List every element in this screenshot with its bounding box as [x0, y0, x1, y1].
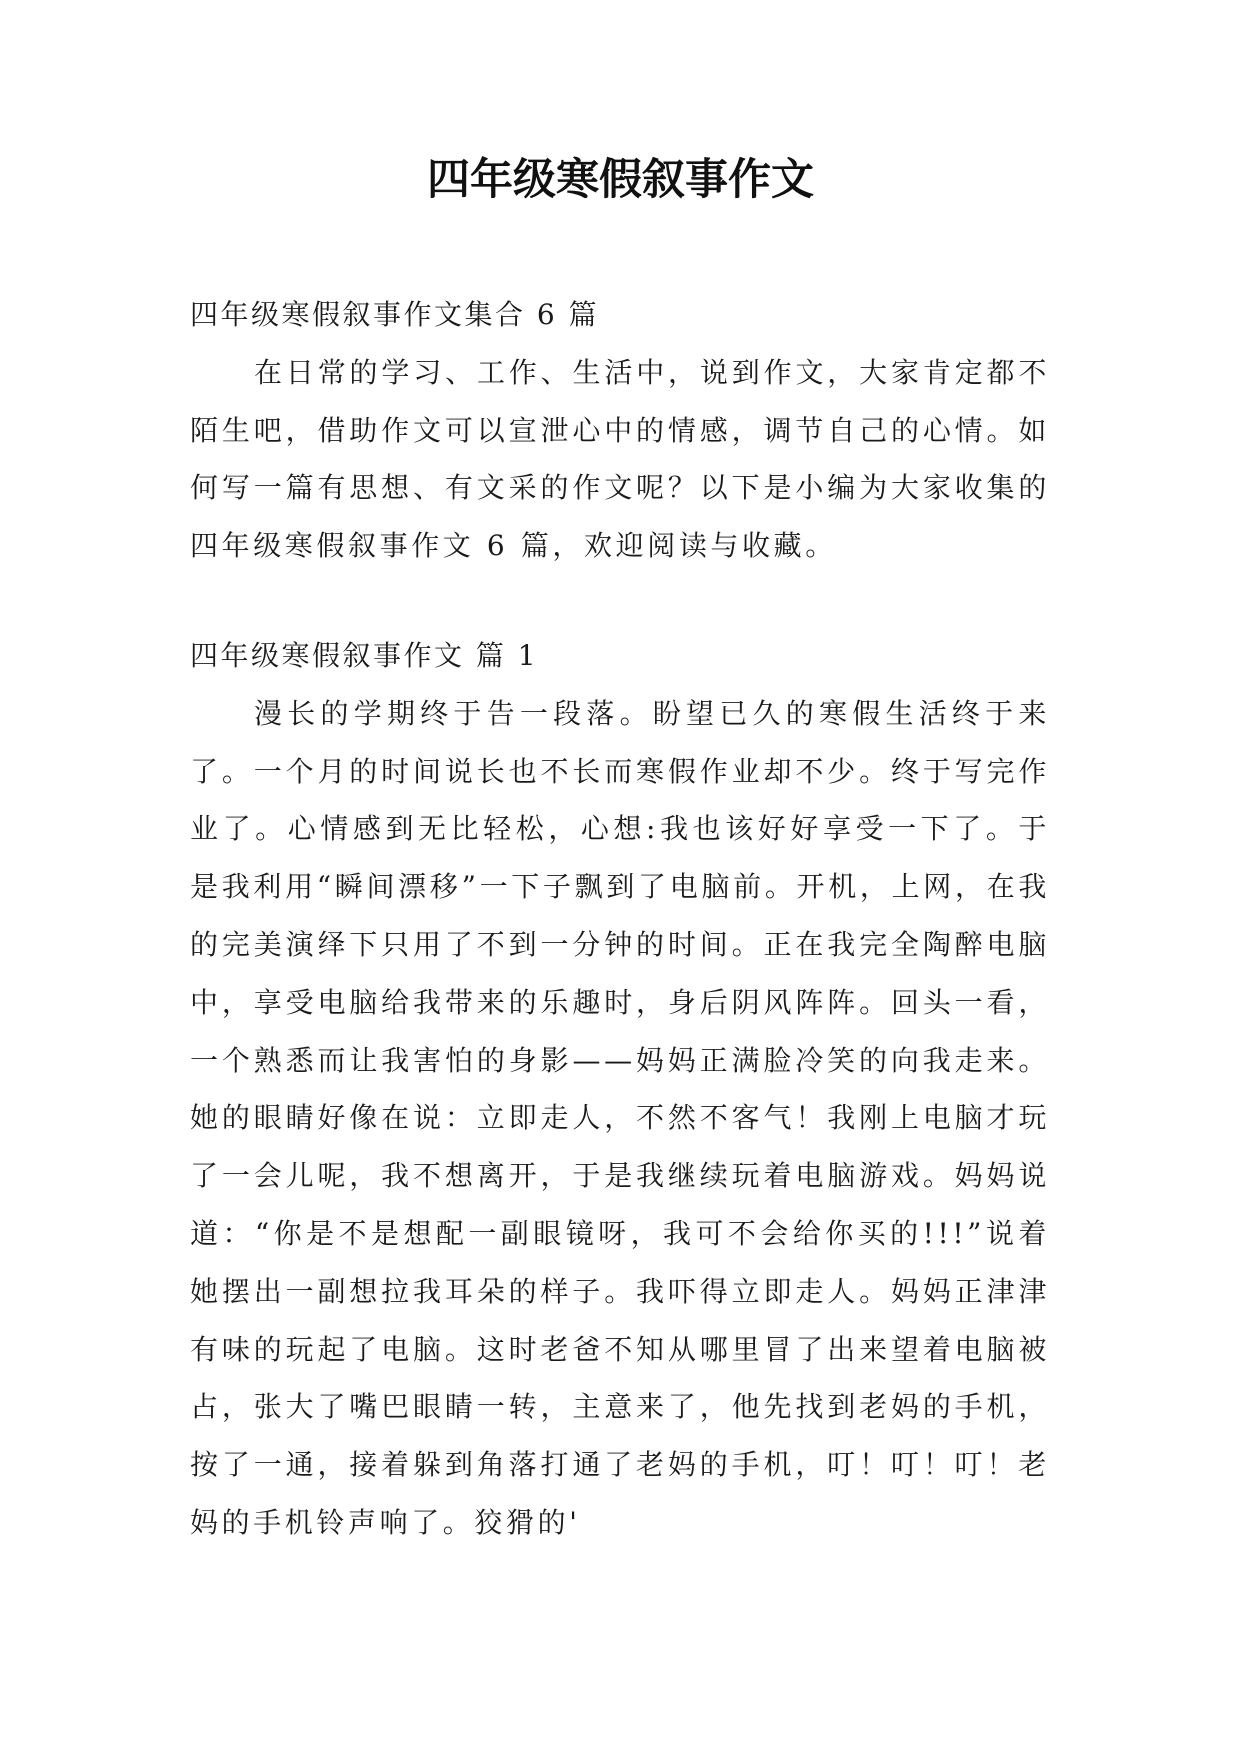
- document-title: 四年级寒假叙事作文: [427, 155, 814, 205]
- document-body: [190, 286, 1050, 1552]
- collection-heading: 四年级寒假叙事作文集合 6 篇: [190, 298, 600, 331]
- section-paragraph: 漫长的学期终于告一段落。盼望已久的寒假生活终于来了。一个月的时间说长也不长而寒假作业却不少。终于写完作业了。心情感到无比轻松，心想:我也该好好享受一下了。于是我利用“瞬间漂移”一下子飘到了电脑前。开机，上网，在我的完美演绎下只用了不到一分钟的时间。正在我完全陶醉电脑中，享受电脑给我带来的乐趣时，身后阴风阵阵。回头一看，一个熟悉而让我害怕的身影——妈妈正满脸冷笑的向我走来。她的眼睛好像在说：立即走人，不然不客气！我刚上电脑才玩了一会儿呢，我不想离开，于是我继续玩着电脑游戏。妈妈说道：“你是不是想配一副眼镜呀，我可不会给你买的!!!”说着她摆出一副想拉我耳朵的样子。我吓得立即走人。妈妈正津津有味的玩起了电脑。这时老爸不知从哪里冒了出来望着电脑被占，张大了嘴巴眼睛一转，主意来了，他先找到老妈的手机，按了一通，接着躲到角落打通了老妈的手机，叮！叮！叮！老妈的手机铃声响了。狡猾的': [190, 696, 1050, 1539]
- intro-paragraph: 在日常的学习、工作、生活中，说到作文，大家肯定都不陌生吧，借助作文可以宣泄心中的情感，调节自己的心情。如何写一篇有思想、有文采的作文呢？以下是小编为大家收集的四年级寒假叙事作文 6 篇，欢迎阅读与收藏。: [190, 355, 1050, 563]
- section-heading: 四年级寒假叙事作文 篇 1: [190, 638, 539, 672]
- section-spacer: [190, 575, 1050, 627]
